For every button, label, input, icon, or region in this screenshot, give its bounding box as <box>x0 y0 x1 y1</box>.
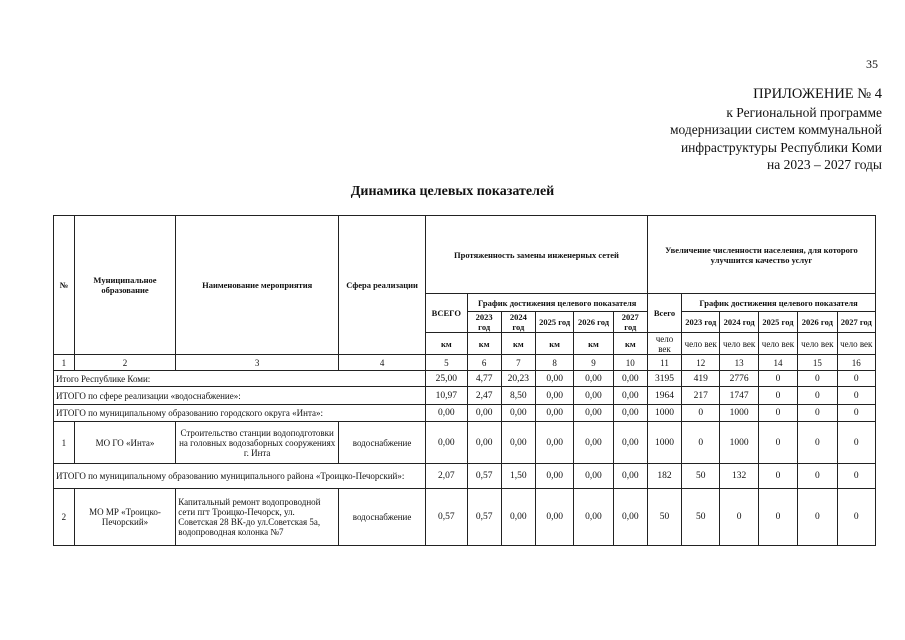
header-year-2024-km: 2024 год <box>501 312 535 333</box>
header-sphere: Сфера реализации <box>339 216 426 355</box>
table-row <box>54 489 876 546</box>
row-label: ИТОГО по муниципальному образованию муниципального района «Троицко-Печорский»: <box>54 464 426 489</box>
table-cell: 0 <box>798 489 837 546</box>
table-cell: 0 <box>798 422 837 464</box>
page-number: 35 <box>866 57 878 71</box>
column-numbers-row <box>54 355 876 371</box>
table-cell: 0,00 <box>426 405 467 422</box>
table-cell: 0 <box>798 405 837 422</box>
table-cell: 0,00 <box>535 387 573 405</box>
header-measure-name: Наименование мероприятия <box>176 216 339 355</box>
table-cell: 1747 <box>720 387 758 405</box>
appendix-line-2: к Региональной программе <box>726 104 882 120</box>
table-cell: 0 <box>758 464 797 489</box>
table-cell: 0,00 <box>613 387 647 405</box>
table-cell: 0,00 <box>535 422 573 464</box>
table-cell: 1000 <box>647 405 681 422</box>
header-networks-schedule: График достижения целевого показателя <box>467 294 647 312</box>
header-municipality: Муниципальное образование <box>74 216 176 355</box>
column-number: 15 <box>798 355 837 371</box>
row-label: ИТОГО по муниципальному образованию городского округа «Инта»: <box>54 405 426 422</box>
table-cell: 0 <box>758 405 797 422</box>
table-cell: 0,57 <box>426 489 467 546</box>
table-cell: 0,00 <box>613 405 647 422</box>
table-cell: 0,00 <box>574 422 613 464</box>
column-number: 5 <box>426 355 467 371</box>
table-cell: 182 <box>647 464 681 489</box>
table-cell: 50 <box>682 489 720 546</box>
table-cell: 0 <box>758 422 797 464</box>
municipality-cell: МО ГО «Инта» <box>74 422 176 464</box>
header-population-schedule: График достижения целевого показателя <box>682 294 876 312</box>
header-networks-total: ВСЕГО <box>426 294 467 333</box>
table-cell: 0,00 <box>574 387 613 405</box>
measure-cell: Строительство станции водоподготовки на головных водозаборных сооружениях г. Инта <box>176 422 339 464</box>
table-cell: 2776 <box>720 371 758 387</box>
table-cell: 8,50 <box>501 387 535 405</box>
table-cell: 0,00 <box>467 405 501 422</box>
table-cell: 1000 <box>720 422 758 464</box>
table-cell: 2,07 <box>426 464 467 489</box>
appendix-line-4: инфраструктуры Республики Коми <box>680 139 882 155</box>
total-republic-row <box>54 371 876 387</box>
table-cell: 2,47 <box>467 387 501 405</box>
table-cell: 0 <box>758 489 797 546</box>
unit-people: чело век <box>647 333 681 355</box>
column-number: 16 <box>837 355 875 371</box>
table-cell: 10,97 <box>426 387 467 405</box>
table-cell: 20,23 <box>501 371 535 387</box>
header-year-2026-people: 2026 год <box>798 312 837 333</box>
total-water-row <box>54 387 876 405</box>
table-cell: 0 <box>837 371 875 387</box>
table-cell: 1964 <box>647 387 681 405</box>
unit-km: км <box>467 333 501 355</box>
column-number: 10 <box>613 355 647 371</box>
appendix-line-1: ПРИЛОЖЕНИЕ № 4 <box>753 86 882 102</box>
unit-km: км <box>426 333 467 355</box>
appendix-block <box>670 86 882 174</box>
table-cell: 1000 <box>647 422 681 464</box>
row-number: 2 <box>54 489 75 546</box>
table-cell: 0,00 <box>535 464 573 489</box>
unit-km: км <box>613 333 647 355</box>
table-cell: 0,57 <box>467 489 501 546</box>
table-cell: 0 <box>682 422 720 464</box>
municipality-cell: МО МР «Троицко-Печорский» <box>74 489 176 546</box>
header-year-2027-km: 2027 год <box>613 312 647 333</box>
table-cell: 1000 <box>720 405 758 422</box>
row-label: Итого Республике Коми: <box>54 371 426 387</box>
column-number: 3 <box>176 355 339 371</box>
column-number: 2 <box>74 355 176 371</box>
column-number: 11 <box>647 355 681 371</box>
unit-km: км <box>574 333 613 355</box>
table-cell: 0 <box>837 464 875 489</box>
table-cell: 0 <box>798 371 837 387</box>
table-cell: 3195 <box>647 371 681 387</box>
measure-cell: Капитальный ремонт водопроводной сети пгт Троицко-Печорск, ул. Советская 28 ВК-до ул.Советская 5а, водопроводная колонка №7 <box>176 489 339 546</box>
header-population-group: Увеличение численности населения, для которого улучшится качество услуг <box>647 216 875 294</box>
header-year-2025-km: 2025 год <box>535 312 573 333</box>
table-cell: 419 <box>682 371 720 387</box>
table-cell: 50 <box>647 489 681 546</box>
header-population-total: Всего <box>647 294 681 333</box>
table-cell: 0 <box>798 464 837 489</box>
table-cell: 0 <box>837 422 875 464</box>
table-cell: 0,00 <box>574 405 613 422</box>
table-cell: 25,00 <box>426 371 467 387</box>
table-cell: 0,00 <box>613 422 647 464</box>
header-year-2024-people: 2024 год <box>720 312 758 333</box>
table-cell: 132 <box>720 464 758 489</box>
header-num: № <box>54 216 75 355</box>
appendix-line-5: на 2023 – 2027 годы <box>767 157 882 172</box>
unit-people: чело век <box>720 333 758 355</box>
column-number: 7 <box>501 355 535 371</box>
table-cell: 0,00 <box>535 489 573 546</box>
table-cell: 0,00 <box>613 371 647 387</box>
column-number: 1 <box>54 355 75 371</box>
table-cell: 0,00 <box>613 489 647 546</box>
column-number: 4 <box>339 355 426 371</box>
header-year-2023-people: 2023 год <box>682 312 720 333</box>
sphere-cell: водоснабжение <box>339 489 426 546</box>
total-inta-row <box>54 405 876 422</box>
table-cell: 0,00 <box>501 405 535 422</box>
unit-km: км <box>535 333 573 355</box>
table-cell: 0,57 <box>467 464 501 489</box>
column-number: 9 <box>574 355 613 371</box>
row-label: ИТОГО по сфере реализации «водоснабжение»: <box>54 387 426 405</box>
column-number: 13 <box>720 355 758 371</box>
table-cell: 0 <box>837 387 875 405</box>
table-cell: 0,00 <box>574 489 613 546</box>
table-cell: 0 <box>837 405 875 422</box>
table-cell: 50 <box>682 464 720 489</box>
table-cell: 0,00 <box>501 422 535 464</box>
header-year-2023-km: 2023 год <box>467 312 501 333</box>
row-number: 1 <box>54 422 75 464</box>
header-year-2027-people: 2027 год <box>837 312 875 333</box>
table-row <box>54 422 876 464</box>
document-title: Динамика целевых показателей <box>350 184 555 199</box>
table-cell: 0 <box>720 489 758 546</box>
header-year-2025-people: 2025 год <box>758 312 797 333</box>
table-cell: 0,00 <box>574 371 613 387</box>
table-cell: 0 <box>682 405 720 422</box>
column-number: 14 <box>758 355 797 371</box>
sphere-cell: водоснабжение <box>339 422 426 464</box>
unit-people: чело век <box>837 333 875 355</box>
unit-km: км <box>501 333 535 355</box>
table-cell: 0,00 <box>535 371 573 387</box>
table-cell: 0,00 <box>467 422 501 464</box>
table-cell: 0,00 <box>501 489 535 546</box>
column-number: 8 <box>535 355 573 371</box>
table-cell: 0 <box>758 387 797 405</box>
table-cell: 0,00 <box>574 464 613 489</box>
unit-people: чело век <box>682 333 720 355</box>
table-cell: 1,50 <box>501 464 535 489</box>
unit-people: чело век <box>798 333 837 355</box>
table-cell: 0,00 <box>613 464 647 489</box>
header-year-2026-km: 2026 год <box>574 312 613 333</box>
table-cell: 217 <box>682 387 720 405</box>
unit-people: чело век <box>758 333 797 355</box>
column-number: 12 <box>682 355 720 371</box>
table-cell: 4,77 <box>467 371 501 387</box>
column-number: 6 <box>467 355 501 371</box>
table-cell: 0 <box>758 371 797 387</box>
table-cell: 0 <box>837 489 875 546</box>
appendix-line-3: модернизации систем коммунальной <box>670 122 882 137</box>
table-cell: 0,00 <box>535 405 573 422</box>
header-networks-group: Протяженность замены инженерных сетей <box>426 216 648 294</box>
table-cell: 0 <box>798 387 837 405</box>
table-cell: 0,00 <box>426 422 467 464</box>
total-troitsko-row <box>54 464 876 489</box>
indicators-table <box>53 215 876 546</box>
